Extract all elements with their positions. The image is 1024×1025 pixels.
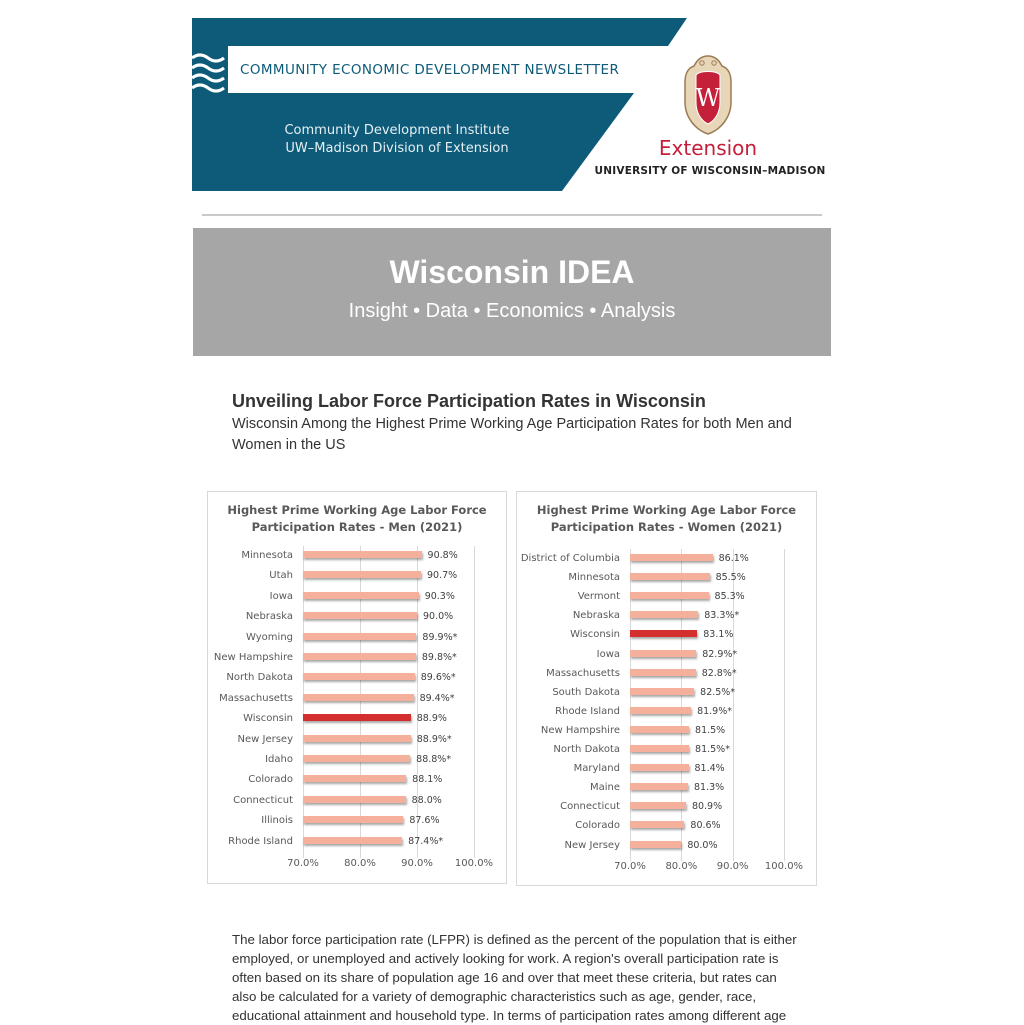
x-tick-label: 70.0% xyxy=(287,858,319,869)
highlight-bar xyxy=(630,630,697,637)
x-tick-label: 80.0% xyxy=(344,858,376,869)
data-label: 90.7% xyxy=(426,570,458,582)
data-label: 89.4%* xyxy=(419,692,455,704)
bar xyxy=(630,783,688,790)
bar xyxy=(630,650,696,657)
data-label: 83.1% xyxy=(703,629,734,641)
bar-row xyxy=(248,770,474,790)
x-tick-label: 70.0% xyxy=(614,861,646,872)
category-label: North Dakota xyxy=(226,672,293,684)
category-label: North Dakota xyxy=(553,744,620,755)
bar-row xyxy=(552,683,784,703)
institute-name xyxy=(262,122,532,158)
data-label: 82.8%* xyxy=(701,667,737,679)
x-tick-label: 80.0% xyxy=(665,861,698,872)
category-label: Wisconsin xyxy=(570,629,620,641)
bar-row xyxy=(269,566,474,586)
bar xyxy=(303,673,415,680)
data-label: 88.8%* xyxy=(416,754,452,765)
bar-row xyxy=(228,832,474,852)
extension-logo-text: Extension xyxy=(658,136,758,160)
category-label: Connecticut xyxy=(233,794,293,806)
category-label: Minnesota xyxy=(241,550,293,561)
svg-text:W: W xyxy=(695,84,721,112)
data-label: 90.0% xyxy=(423,611,454,623)
bar xyxy=(303,592,419,599)
plot-area xyxy=(520,549,784,861)
data-label: 88.9%* xyxy=(416,733,452,745)
category-label: Nebraska xyxy=(245,611,293,623)
bar-row xyxy=(213,648,474,668)
bar xyxy=(630,745,689,752)
bar xyxy=(303,653,416,660)
x-tick-label: 90.0% xyxy=(716,861,749,872)
category-label: Minnesota xyxy=(568,572,620,584)
bar-row xyxy=(233,791,474,811)
category-label: Wisconsin xyxy=(243,713,293,725)
bar-row xyxy=(572,606,784,626)
newsletter-title: COMMUNITY ECONOMIC DEVELOPMENT NEWSLETTER xyxy=(240,62,620,78)
category-label: Maryland xyxy=(573,763,620,775)
data-label: 81.3% xyxy=(694,782,725,794)
data-label: 80.9% xyxy=(691,801,723,813)
data-label: 90.3% xyxy=(424,590,455,602)
bar-row xyxy=(564,836,784,856)
bar xyxy=(630,573,710,580)
category-label: Connecticut xyxy=(560,801,620,813)
bar xyxy=(303,571,421,578)
data-label: 80.6% xyxy=(690,820,721,832)
bar-row xyxy=(219,689,474,709)
category-label: Rhode Island xyxy=(555,705,620,717)
gridline xyxy=(474,546,475,858)
data-label: 81.9%* xyxy=(697,705,733,717)
data-label: 87.4%* xyxy=(408,835,444,847)
plot-area xyxy=(213,546,474,858)
chart-title-line-2: Participation Rates - Men (2021) xyxy=(251,520,463,534)
university-name: UNIVERSITY OF WISCONSIN–MADISON xyxy=(594,165,826,177)
bar xyxy=(630,669,696,676)
data-label: 82.9%* xyxy=(702,648,738,660)
category-label: New Hampshire xyxy=(213,652,293,663)
bar xyxy=(630,821,684,828)
article-title: Unveiling Labor Force Participation Rates in Wisconsin xyxy=(232,391,706,411)
bar-row xyxy=(269,587,474,607)
institute-line-2: UW–Madison Division of Extension xyxy=(285,141,509,156)
data-label: 88.0% xyxy=(411,794,442,806)
data-label: 81.4% xyxy=(694,763,725,775)
category-label: New Jersey xyxy=(564,839,620,851)
bar-row xyxy=(246,628,474,648)
category-label: New Jersey xyxy=(237,733,293,745)
chart-title xyxy=(517,502,816,536)
data-label: 87.6% xyxy=(409,815,440,827)
x-tick-label: 90.0% xyxy=(401,858,433,869)
bar xyxy=(303,775,406,782)
category-label: New Hampshire xyxy=(540,724,620,736)
bar-row xyxy=(226,668,474,688)
category-label: Vermont xyxy=(577,591,620,603)
bar xyxy=(630,802,686,809)
category-label: District of Columbia xyxy=(520,553,620,564)
bar-row xyxy=(575,816,784,836)
bar xyxy=(630,554,713,561)
category-label: Rhode Island xyxy=(228,835,293,847)
uw-crest-icon xyxy=(682,54,734,136)
bar-row xyxy=(261,811,474,831)
bar-row xyxy=(560,797,784,817)
wisconsin-idea-box xyxy=(193,228,831,356)
category-label: Maine xyxy=(589,782,620,794)
chart-women-lfpr xyxy=(516,491,817,886)
chart-title-line-2: Participation Rates - Women (2021) xyxy=(550,520,783,534)
header-divider xyxy=(202,214,822,216)
article-subtitle: Wisconsin Among the Highest Prime Working Age Participation Rates for both Men and Women in the US xyxy=(232,416,792,453)
category-label: Colorado xyxy=(248,774,293,786)
data-label: 88.1% xyxy=(412,774,443,786)
bar-row xyxy=(540,721,784,741)
bar-row xyxy=(241,546,474,566)
bar xyxy=(303,837,402,844)
category-label: Illinois xyxy=(261,815,293,827)
bar-row xyxy=(570,625,784,645)
bar-row xyxy=(553,740,784,760)
bar xyxy=(303,735,411,742)
bar xyxy=(630,726,689,733)
bar xyxy=(303,633,416,640)
chart-title xyxy=(208,502,506,536)
category-label: Utah xyxy=(269,570,293,582)
category-label: South Dakota xyxy=(552,686,620,698)
article-body: The labor force participation rate (LFPR) is defined as the percent of the population that is either employed, or unemployed and actively looking for work. A region's overall participation rate is often based on its share of population age 16 and over that meet these criteria, but rates can also be calculated for a variety of demographic characteristics such as age, gender, race, educational attainment and household type. In terms of participation rates among different age xyxy=(232,932,797,1023)
bar-row xyxy=(555,702,784,722)
category-label: Iowa xyxy=(269,590,293,602)
data-label: 89.9%* xyxy=(422,631,458,643)
bar xyxy=(630,764,689,771)
category-label: Colorado xyxy=(575,820,620,832)
data-label: 85.5% xyxy=(715,572,746,584)
bar-row xyxy=(265,750,474,770)
data-label: 80.0% xyxy=(687,839,718,851)
category-label: Idaho xyxy=(265,754,293,765)
x-tick-label: 100.0% xyxy=(764,861,804,872)
gridline xyxy=(784,549,785,861)
data-label: 82.5%* xyxy=(700,686,736,698)
bar-row xyxy=(596,645,784,665)
bar xyxy=(630,688,694,695)
bar-row xyxy=(520,549,784,569)
bar xyxy=(630,592,709,599)
chart-title-line-1: Highest Prime Working Age Labor Force xyxy=(536,503,797,517)
data-label: 90.8% xyxy=(427,550,458,561)
data-label: 89.6%* xyxy=(420,672,456,684)
category-label: Iowa xyxy=(596,648,620,660)
category-label: Nebraska xyxy=(572,610,620,622)
x-tick-label: 100.0% xyxy=(454,858,494,869)
bar xyxy=(303,816,403,823)
bar xyxy=(303,694,414,701)
bar-row xyxy=(573,759,784,779)
bar xyxy=(303,551,422,558)
highlight-bar xyxy=(303,714,411,721)
newsletter-banner xyxy=(192,18,832,191)
bar-row xyxy=(546,664,784,684)
data-label: 85.3% xyxy=(714,591,745,603)
bar xyxy=(303,612,417,619)
data-label: 89.8%* xyxy=(421,652,457,663)
bar-row xyxy=(243,709,474,729)
data-label: 88.9% xyxy=(416,713,447,725)
data-label: 81.5%* xyxy=(695,744,730,755)
bar-row xyxy=(237,730,474,750)
bar-row xyxy=(577,587,784,607)
bar xyxy=(303,796,406,803)
data-label: 86.1% xyxy=(718,553,749,564)
bar xyxy=(303,755,410,762)
data-label: 81.5% xyxy=(695,724,726,736)
chart-men-lfpr xyxy=(207,491,507,884)
bar-row xyxy=(568,568,784,588)
idea-subtitle: Insight • Data • Economics • Analysis xyxy=(348,300,676,322)
idea-title: Wisconsin IDEA xyxy=(389,254,635,290)
category-label: Wyoming xyxy=(246,631,293,643)
bar xyxy=(630,707,691,714)
category-label: Massachusetts xyxy=(219,692,293,704)
chart-title-line-1: Highest Prime Working Age Labor Force xyxy=(227,503,487,517)
bar xyxy=(630,611,698,618)
bar-row xyxy=(589,778,784,798)
category-label: Massachusetts xyxy=(546,667,620,679)
bar xyxy=(630,841,681,848)
data-label: 83.3%* xyxy=(704,610,740,622)
bar-row xyxy=(245,607,474,627)
institute-line-1: Community Development Institute xyxy=(284,123,510,138)
